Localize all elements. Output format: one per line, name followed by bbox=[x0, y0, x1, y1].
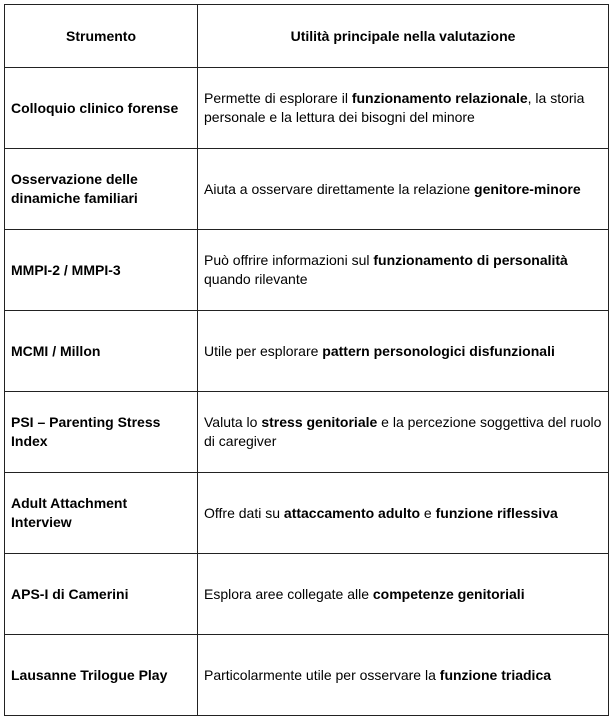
description-text: Utile per esplorare bbox=[204, 342, 323, 359]
column-header-tool: Strumento bbox=[5, 5, 198, 68]
tool-name-cell: Adult Attachment Interview bbox=[5, 473, 198, 554]
table-row bbox=[5, 473, 609, 554]
description-text: quando rilevante bbox=[204, 271, 308, 287]
tool-name-cell: Osservazione delle dinamiche familiari bbox=[5, 149, 198, 230]
table-row bbox=[5, 230, 609, 311]
tool-utility-cell bbox=[198, 68, 609, 149]
emphasis-text: funzionamento relazionale bbox=[351, 90, 528, 106]
tool-name-cell: Colloquio clinico forense bbox=[5, 68, 198, 149]
description-text: e bbox=[420, 504, 436, 521]
column-header-utility: Utilità principale nella valutazione bbox=[198, 5, 609, 68]
description-text: , la storia personale e la lettura dei bisogni del minore bbox=[204, 90, 585, 125]
table-header-row bbox=[5, 5, 609, 68]
assessment-tools-table bbox=[4, 4, 609, 716]
emphasis-text: attaccamento adulto bbox=[283, 504, 421, 521]
emphasis-text: competenze genitoriali bbox=[372, 585, 525, 602]
table-row bbox=[5, 635, 609, 716]
table-row bbox=[5, 149, 609, 230]
tool-name-cell: MMPI-2 / MMPI-3 bbox=[5, 230, 198, 311]
description-text: Permette di esplorare il bbox=[204, 90, 352, 106]
tool-utility-cell bbox=[198, 230, 609, 311]
description-text: e la percezione soggettiva del ruolo di caregiver bbox=[204, 414, 602, 449]
description-text: Particolarmente utile per osservare la bbox=[204, 666, 440, 683]
table-row bbox=[5, 68, 609, 149]
emphasis-text: stress genitoriale bbox=[261, 414, 378, 430]
emphasis-text: funzione riflessiva bbox=[435, 504, 558, 521]
table-row bbox=[5, 392, 609, 473]
emphasis-text: funzione triadica bbox=[439, 666, 552, 683]
tool-utility-cell bbox=[198, 635, 609, 716]
emphasis-text: genitore-minore bbox=[474, 180, 581, 197]
tool-utility-cell bbox=[198, 149, 609, 230]
table-row bbox=[5, 554, 609, 635]
description-text: Può offrire informazioni sul bbox=[204, 252, 374, 268]
description-text: Valuta lo bbox=[204, 414, 262, 430]
tool-utility-cell bbox=[198, 392, 609, 473]
tool-name-cell: Lausanne Trilogue Play bbox=[5, 635, 198, 716]
emphasis-text: funzionamento di personalità bbox=[373, 252, 568, 268]
tool-utility-cell bbox=[198, 554, 609, 635]
tool-name-cell: PSI – Parenting Stress Index bbox=[5, 392, 198, 473]
tool-name-cell: APS-I di Camerini bbox=[5, 554, 198, 635]
emphasis-text: pattern personologici disfunzionali bbox=[322, 342, 555, 359]
tool-utility-cell bbox=[198, 473, 609, 554]
tool-utility-cell bbox=[198, 311, 609, 392]
description-text: Offre dati su bbox=[204, 504, 284, 521]
tool-name-cell: MCMI / Millon bbox=[5, 311, 198, 392]
table-row bbox=[5, 311, 609, 392]
description-text: Aiuta a osservare direttamente la relazione bbox=[204, 180, 475, 197]
description-text: Esplora aree collegate alle bbox=[204, 585, 373, 602]
